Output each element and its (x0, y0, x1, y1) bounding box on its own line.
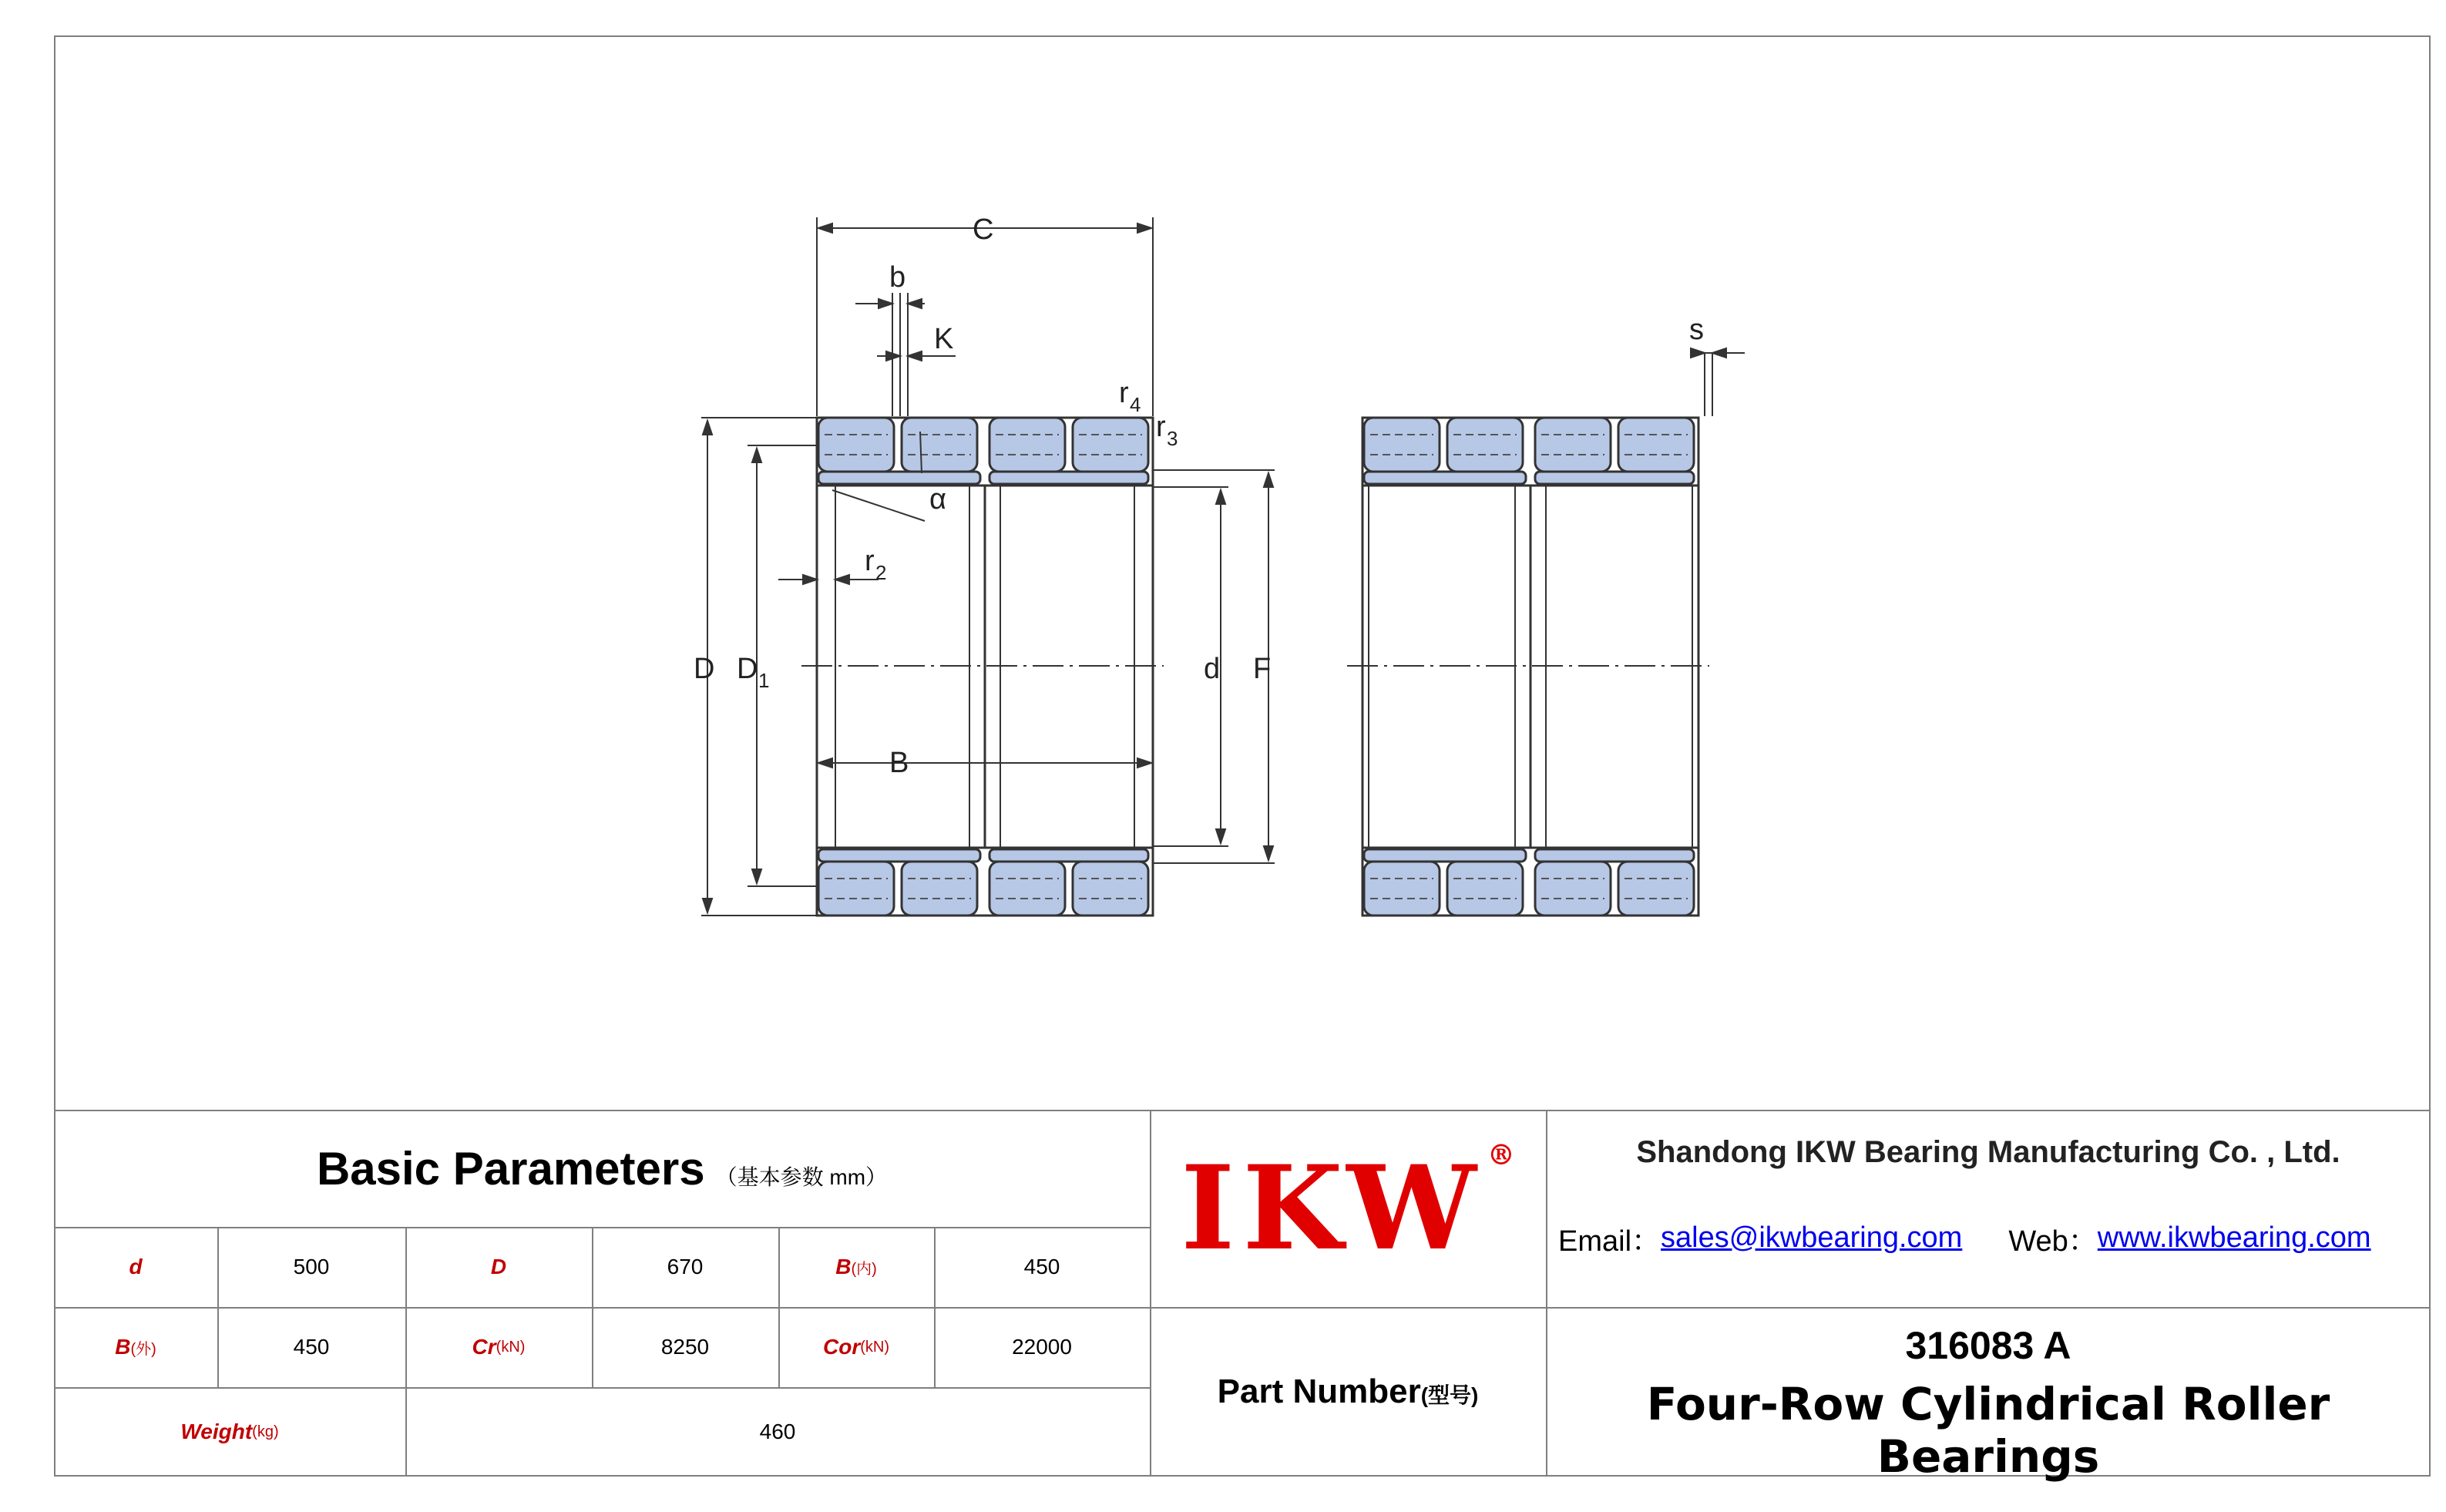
company-name: Shandong IKW Bearing Manufacturing Co. , Ltd. (1636, 1134, 2340, 1169)
web-link[interactable]: www.ikwbearing.com (2097, 1221, 2371, 1254)
param-label-d: d (129, 1255, 143, 1278)
param-label-B-inner: B (内) (835, 1255, 877, 1278)
param-value-B-inner: 450 (1023, 1255, 1060, 1278)
right-section-view (1347, 418, 1709, 916)
part-number-value: 316083 A (1905, 1324, 2071, 1367)
param-value-B-outer: 450 (293, 1335, 330, 1359)
svg-text:1: 1 (758, 669, 770, 692)
param-label-Cor: Cor (kN) (823, 1335, 889, 1359)
left-top-rollers (818, 418, 1148, 484)
email-label: Email： (1558, 1225, 1661, 1258)
svg-text:3: 3 (1167, 427, 1178, 450)
dimension-lines (701, 217, 1745, 916)
part-number-value-cell (1546, 1307, 2431, 1384)
param-value-d: 500 (293, 1255, 330, 1278)
basic-parameters-subtitle: （基本参数 mm） (715, 1165, 888, 1189)
basic-parameters-header (54, 1110, 1150, 1227)
company-name-cell (1546, 1125, 2431, 1179)
svg-text:F: F (1253, 653, 1272, 685)
svg-text:D: D (694, 653, 715, 685)
left-section-view (801, 418, 1164, 916)
svg-text:K: K (934, 323, 954, 355)
param-value-weight: 460 (759, 1420, 796, 1443)
svg-text:r: r (1156, 411, 1166, 443)
param-label-D: D (490, 1255, 507, 1278)
svg-text:2: 2 (875, 561, 887, 584)
part-number-label-sub: (型号) (1420, 1383, 1479, 1407)
bearing-type-cell (1546, 1378, 2431, 1483)
svg-text:s: s (1689, 314, 1704, 346)
param-label-Cr: Cr (kN) (472, 1335, 526, 1359)
param-value-Cr: 8250 (660, 1335, 710, 1359)
title-block (54, 1110, 2431, 1483)
svg-text:α: α (929, 483, 946, 516)
logo-text: IKW (1181, 1141, 1484, 1276)
basic-parameters-title: Basic Parameters (316, 1142, 705, 1194)
web-label: Web： (2008, 1225, 2098, 1258)
email-link[interactable]: sales@ikwbearing.com (1661, 1221, 1963, 1254)
svg-text:D: D (737, 653, 758, 685)
dimension-labels (694, 213, 1704, 779)
svg-text:r: r (1119, 377, 1129, 409)
svg-text:d: d (1204, 653, 1221, 685)
param-value-Cor: 22000 (1012, 1335, 1072, 1359)
svg-text:b: b (889, 261, 906, 294)
svg-text:4: 4 (1130, 393, 1141, 416)
param-label-B-outer: B (外) (115, 1335, 156, 1359)
left-bottom-rollers (818, 849, 1148, 916)
param-value-D: 670 (667, 1255, 704, 1278)
svg-text:C: C (973, 213, 994, 246)
registered-mark: ® (1487, 1139, 1515, 1171)
svg-text:B: B (889, 747, 909, 779)
bearing-type: Four-Row Cylindrical Roller Bearings (1646, 1378, 2330, 1483)
part-number-label: Part Number (1217, 1373, 1421, 1410)
param-label-weight: Weight (kg) (180, 1420, 279, 1443)
ikw-logo (1150, 1110, 1546, 1307)
contact-row (1546, 1207, 2431, 1268)
svg-text:r: r (865, 545, 875, 577)
part-number-label-cell (1150, 1307, 1546, 1477)
